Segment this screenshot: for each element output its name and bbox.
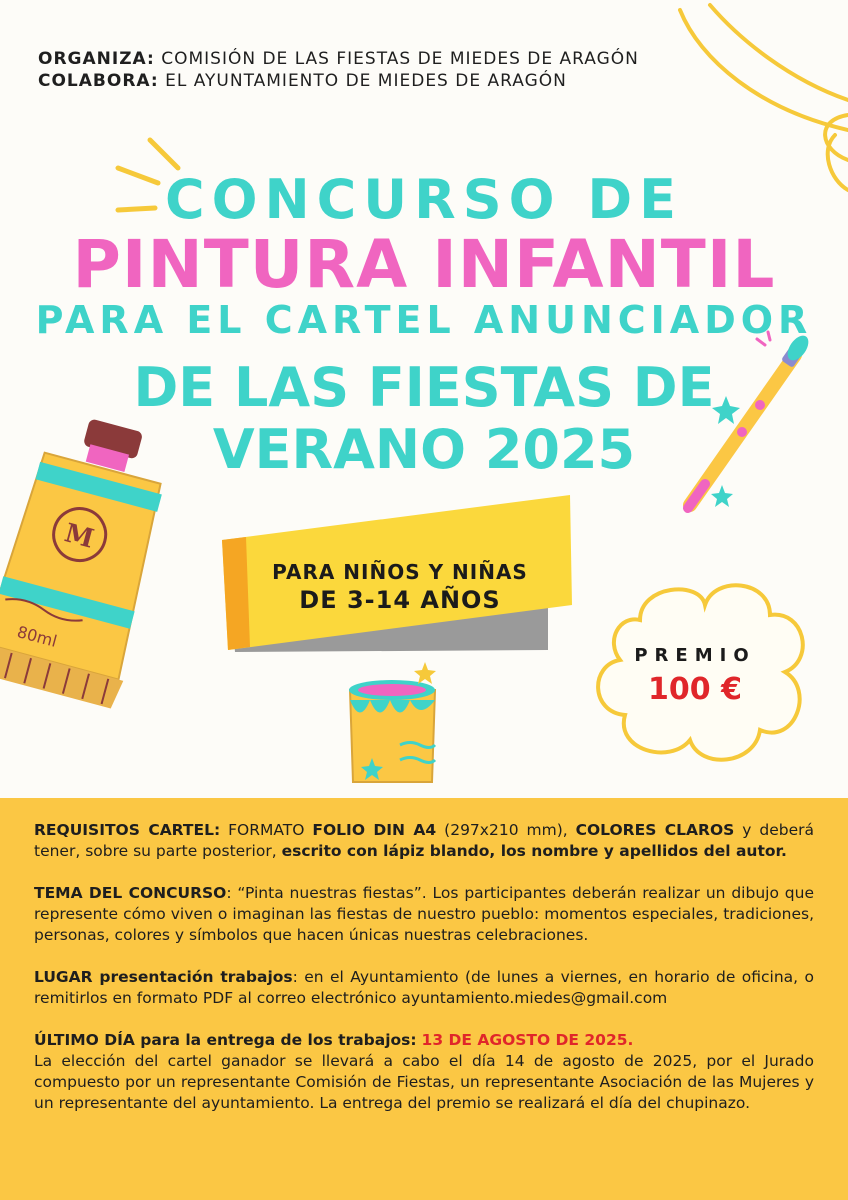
tube-volume: 80ml [15,622,59,651]
prize-box [620,645,770,707]
organiza-value: COMISIÓN DE LAS FIESTAS DE MIEDES DE ARAGÓN [161,49,639,69]
info-text [34,820,814,1135]
prize-amount: 100 € [648,672,742,707]
requisitos-bold-3: escrito con lápiz blando, los nombre y apellidos del autor. [281,842,787,860]
colabora-value: EL AYUNTAMIENTO DE MIEDES DE ARAGÓN [165,71,567,91]
banner-line-1: PARA NIÑOS Y NIÑAS [272,560,528,584]
title-line-5: VERANO 2025 [212,418,636,481]
lugar-paragraph [34,967,814,1009]
requisitos-paragraph [34,820,814,862]
prize-label: PREMIO [634,645,756,666]
info-panel [0,798,848,1200]
title-line-1: CONCURSO DE [164,168,684,231]
title-line-2: PINTURA INFANTIL [72,226,776,303]
requisitos-text-3: y deberá tener, sobre su parte posterior, [34,821,815,860]
ultimo-text: La elección del cartel ganador se llevará a cabo el día 14 de agosto de 2025, por el Jurado compuesto por un representante Comisión de Fiestas, un representante Asociación de las Mujeres y un representante del ayuntamiento. La entrega del premio se realizará el día del chupinazo. [34,1052,814,1112]
title-line-3: PARA EL CARTEL ANUNCIADOR [35,298,813,342]
requisitos-bold-1: FOLIO DIN A4 [312,821,437,839]
ultimo-label: ÚLTIMO DÍA para la entrega de los trabajos: [34,1031,417,1049]
title-line-4: DE LAS FIESTAS DE [133,356,715,419]
age-banner-text [250,560,550,614]
requisitos-bold-2: COLORES CLAROS [575,821,735,839]
tema-text: : “Pinta nuestras fiestas”. Los participantes deberán realizar un dibujo que represente cómo viven o imaginan las fiestas de nuestro pueblo: momentos especiales, tradiciones, personas, colores y símbolos que hacen únicas nuestras celebraciones. [34,884,814,944]
tema-label: TEMA DEL CONCURSO [34,884,227,902]
banner-line-2: DE 3-14 AÑOS [299,586,501,614]
tube-logo: M [61,518,97,555]
lugar-text: : en el Ayuntamiento (de lunes a viernes, en horario de oficina, o remitirlos en formato PDF al correo electrónico ayuntamiento.miedes@gmail.com [34,968,814,1007]
ultimo-date: 13 DE AGOSTO DE 2025. [421,1031,634,1049]
colabora-label: COLABORA: [38,71,159,91]
lugar-label: LUGAR presentación trabajos [34,968,293,986]
tema-paragraph [34,883,814,946]
requisitos-text-1: FORMATO [220,821,313,839]
requisitos-text-2: (297x210 mm), [436,821,576,839]
ultimo-paragraph [34,1030,814,1114]
requisitos-label: REQUISITOS CARTEL: [34,821,221,839]
organiza-label: ORGANIZA: [38,49,155,69]
